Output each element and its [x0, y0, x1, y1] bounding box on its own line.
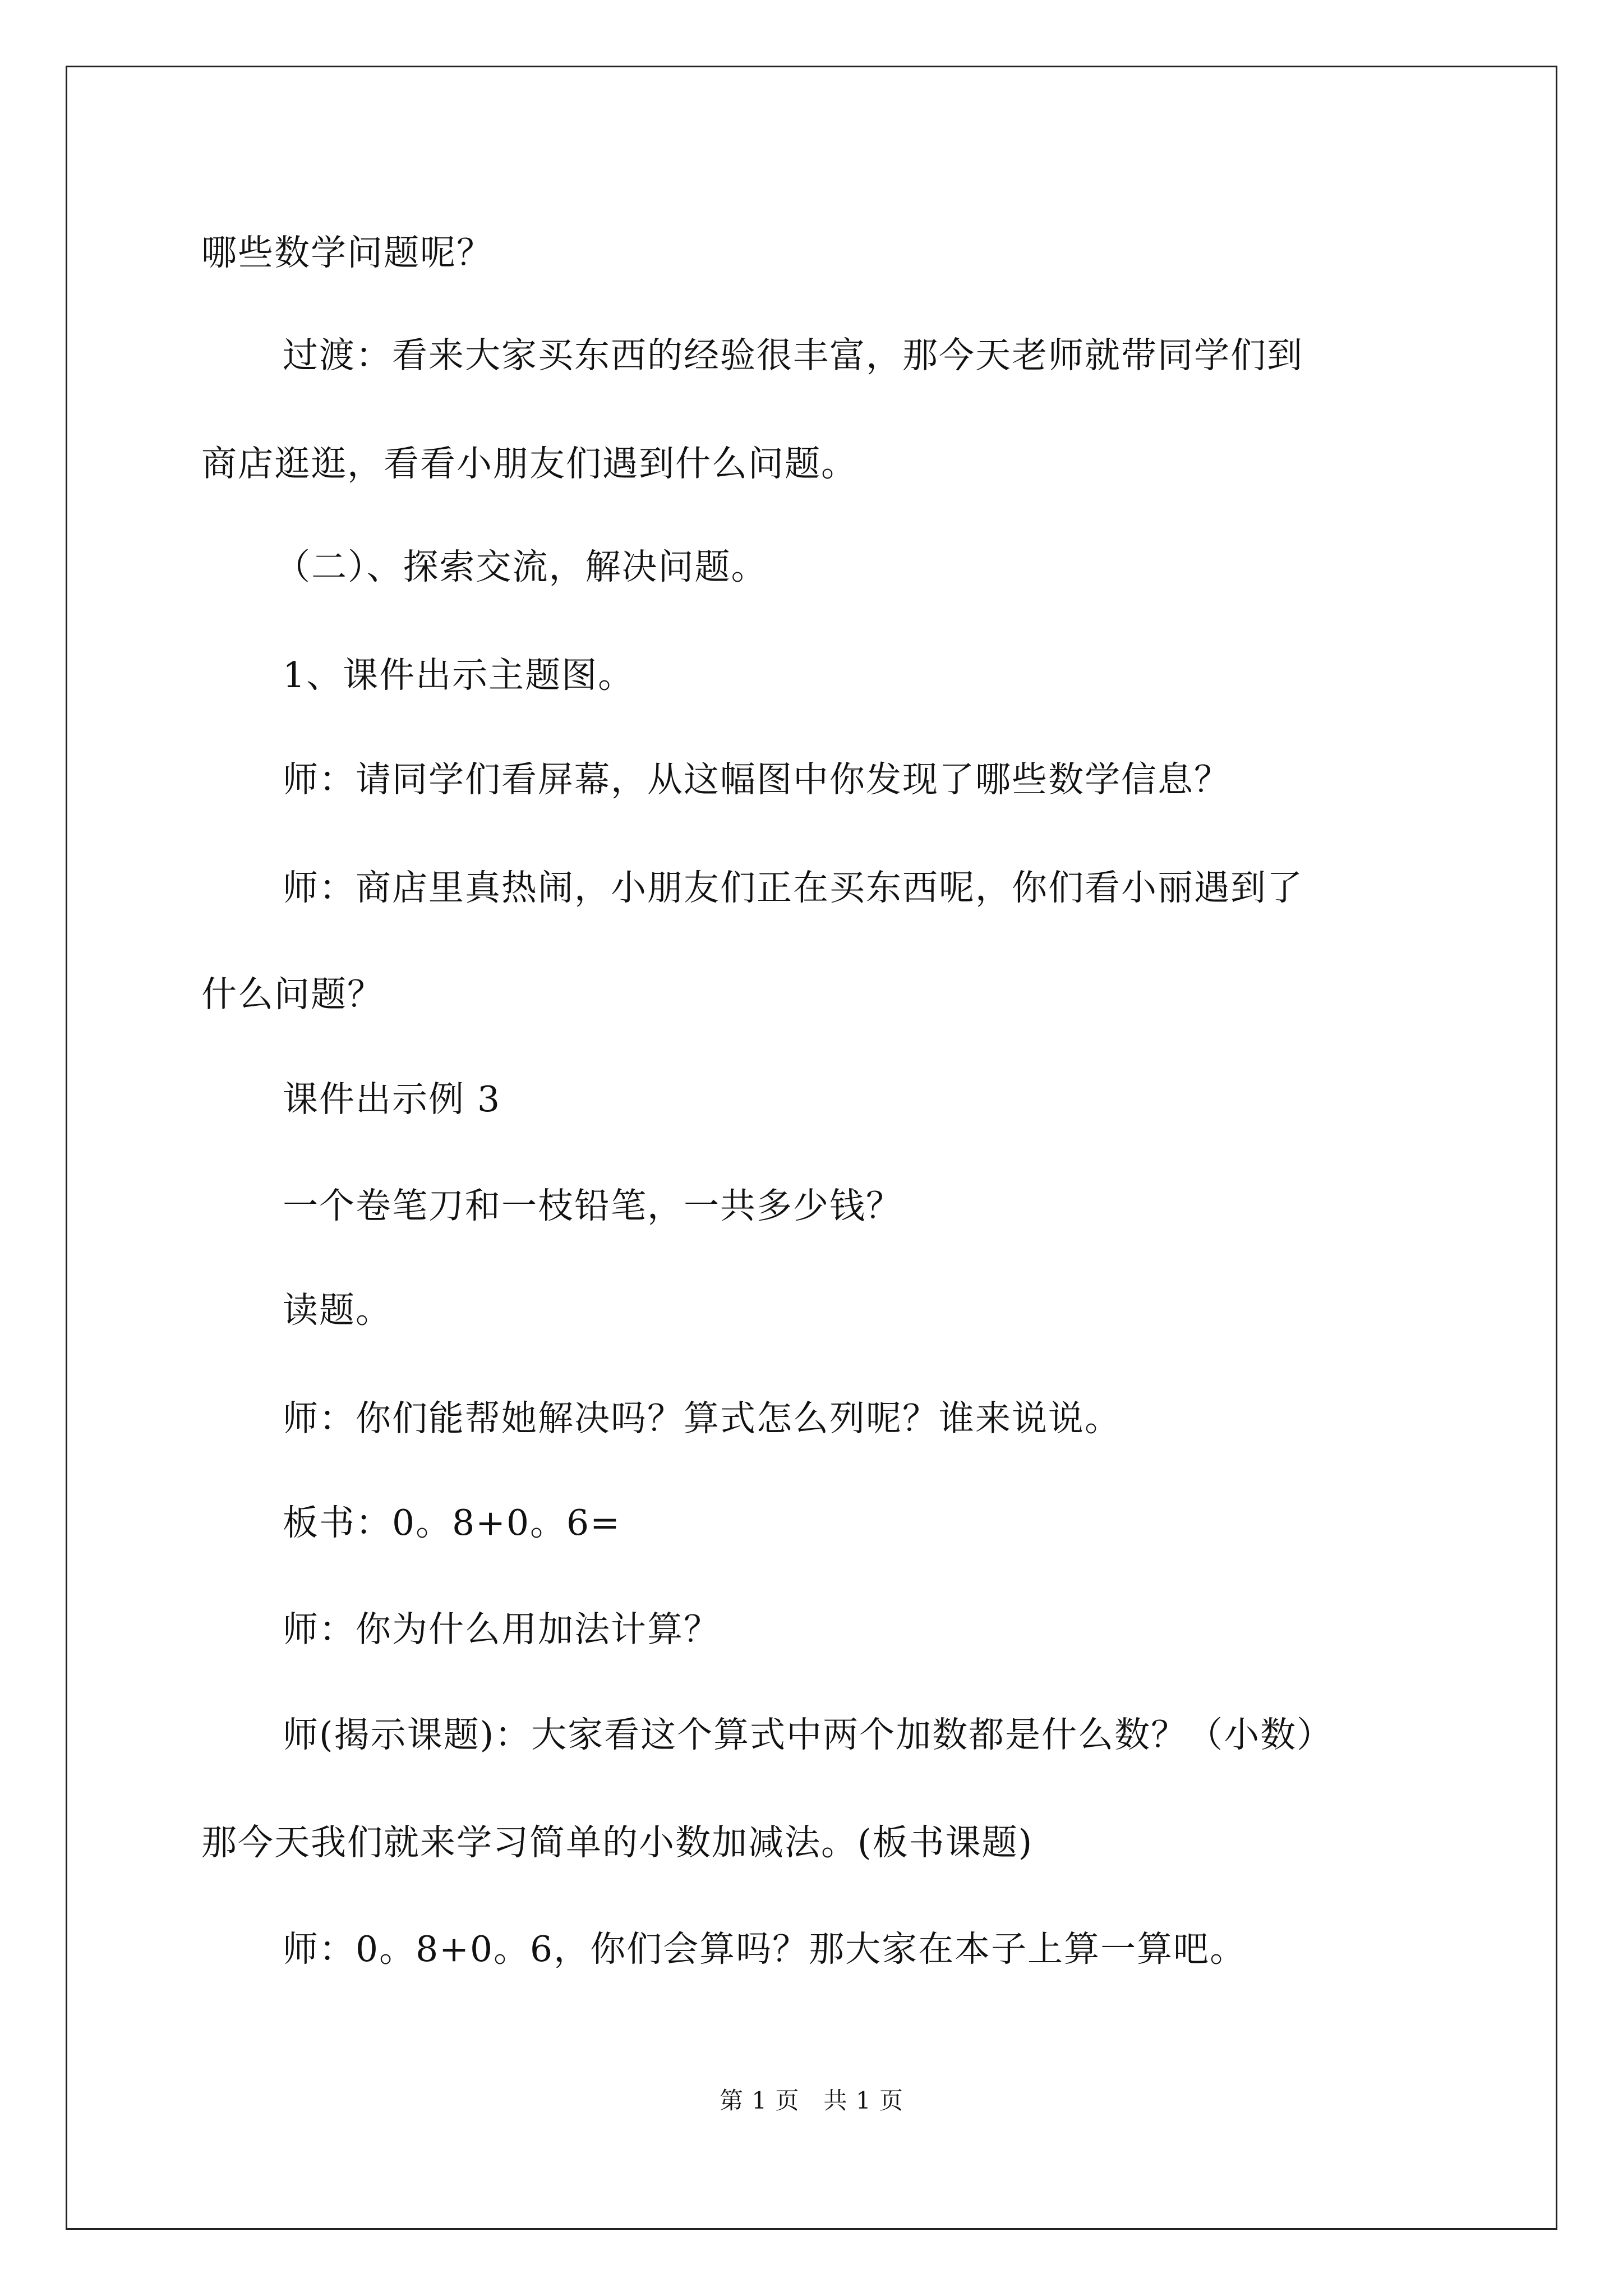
paragraph-line-13: 板书：0。8+0。6= [283, 1502, 621, 1543]
paragraph-line-6: 师：请同学们看屏幕，从这幅图中你发现了哪些数学信息？ [283, 759, 1230, 800]
paragraph-line-12: 师：你们能帮她解决吗？算式怎么列呢？谁来说说。 [283, 1398, 1121, 1439]
page-number-label: 第 1 页 [720, 2087, 800, 2114]
page-footer [0, 2087, 1623, 2115]
paragraph-line-1: 哪些数学问题呢？ [201, 232, 493, 273]
paragraph-line-15: 师(揭示课题)：大家看这个算式中两个加数都是什么数？（小数） [283, 1714, 1334, 1755]
paragraph-line-16: 那今天我们就来学习简单的小数加减法。(板书课题) [201, 1822, 1034, 1863]
paragraph-line-11: 读题。 [283, 1290, 392, 1331]
paragraph-line-5: 1、课件出示主题图。 [283, 655, 635, 696]
paragraph-line-3: 商店逛逛，看看小朋友们遇到什么问题。 [201, 443, 857, 484]
paragraph-line-8: 什么问题？ [201, 974, 384, 1015]
paragraph-line-9: 课件出示例 3 [283, 1079, 501, 1120]
paragraph-line-10: 一个卷笔刀和一枝铅笔，一共多少钱？ [283, 1185, 902, 1226]
paragraph-line-2: 过渡：看来大家买东西的经验很丰富，那今天老师就带同学们到 [283, 335, 1303, 376]
page-border [66, 66, 1557, 2230]
paragraph-line-17: 师：0。8+0。6，你们会算吗？那大家在本子上算一算吧。 [283, 1929, 1247, 1970]
paragraph-line-14: 师：你为什么用加法计算？ [283, 1609, 720, 1650]
section-heading: （二）、探索交流，解决问题。 [275, 546, 768, 587]
paragraph-line-7: 师：商店里真热闹，小朋友们正在买东西呢，你们看小丽遇到了 [283, 867, 1303, 908]
page-total-label: 共 1 页 [823, 2087, 903, 2114]
